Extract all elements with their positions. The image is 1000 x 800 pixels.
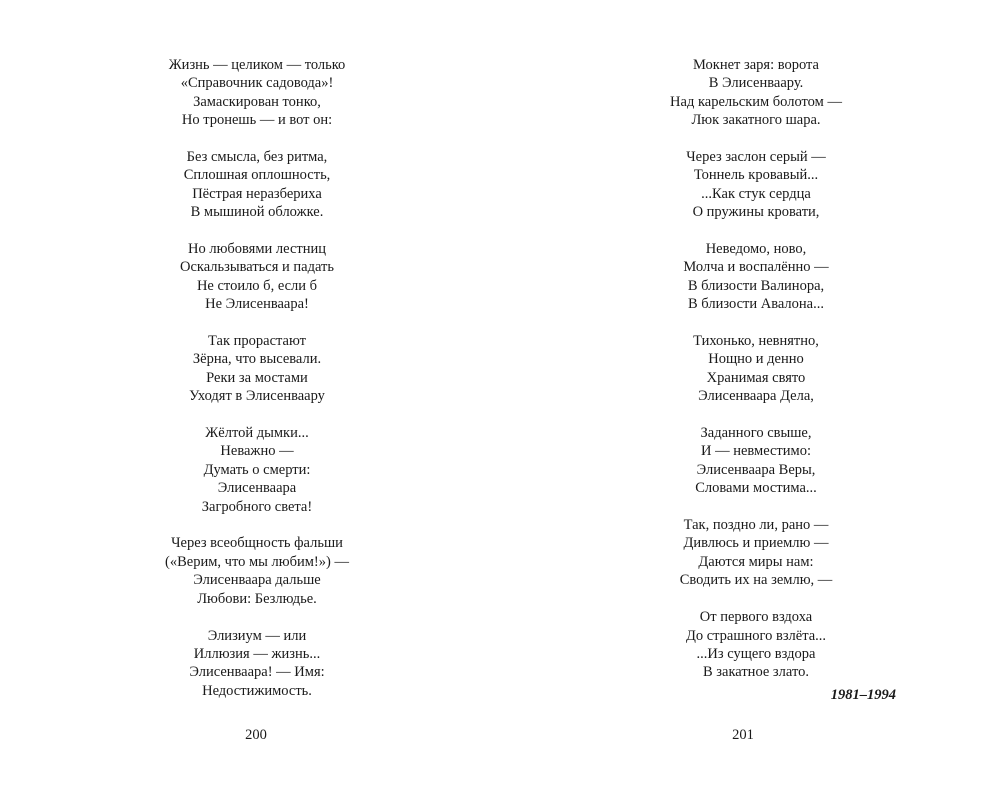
poem-line: Так прорастают	[208, 333, 306, 350]
poem-line: «Справочник садовода»!	[180, 75, 334, 92]
poem-line: Но тронешь — и вот он:	[181, 112, 333, 129]
poem-line: Так, поздно ли, рано —	[683, 517, 829, 534]
poem-line: Молча и воспалённо —	[683, 259, 829, 276]
poem-line: Пёстрая неразбериха	[192, 185, 322, 202]
poem-line: Зёрна, что высевали.	[192, 351, 322, 368]
poem-line: Сплошная оплошность,	[183, 167, 331, 184]
stanza	[616, 148, 896, 222]
poem-line: Жизнь — целиком — только	[168, 57, 346, 73]
poem-line: Элисенваара Веры,	[696, 461, 816, 478]
poem-line: Не стоило б, если б	[196, 277, 318, 294]
stanza	[117, 424, 397, 516]
poem-line: Реки за мостами	[206, 369, 308, 386]
poem-line: Замаскирован тонко,	[193, 93, 321, 110]
poem-line: Уходят в Элисенваару	[189, 388, 325, 405]
stanza	[117, 148, 397, 222]
poem-line: Тихонько, невнятно,	[693, 333, 819, 350]
stanza	[616, 332, 896, 406]
poem-line: Элисенваара! — Имя:	[189, 664, 325, 681]
stanza	[117, 534, 397, 608]
poem-line: Элисенваара	[217, 480, 297, 497]
poem-line: Над карельским болотом —	[670, 93, 842, 110]
poem-line: Нощно и денно	[708, 351, 804, 368]
poem-line: О пружины кровати,	[692, 204, 820, 221]
stanza	[117, 332, 397, 406]
poem-line: В Элисенваару.	[708, 75, 804, 92]
poem-line: Но любовями лестниц	[187, 241, 326, 258]
poem-line: Оскальзываться и падать	[180, 259, 334, 276]
poem-line: Через всеобщность фальши	[171, 535, 343, 552]
poem-line: Дивлюсь и приемлю —	[683, 535, 829, 552]
poem-line: ...Как стук сердца	[701, 185, 811, 202]
poem-line: Словами мостима...	[695, 480, 817, 497]
stanza	[117, 56, 397, 130]
poem-line: ...Из сущего вздора	[696, 645, 816, 662]
poem-line: Заданного свыше,	[700, 425, 812, 442]
poem-line: В закатное злато.	[703, 664, 809, 681]
poem-line: Мокнет заря: ворота	[693, 57, 819, 73]
poem-line: Через заслон серый —	[686, 149, 826, 166]
poem-line: Неведомо, ново,	[705, 241, 807, 258]
page-number-left: 200	[245, 727, 267, 743]
poem-line: Загробного света!	[201, 498, 313, 515]
poem-line: Жёлтой дымки...	[205, 425, 309, 442]
poem-line: («Верим, что мы любим!») —	[165, 553, 349, 570]
stanza	[117, 240, 397, 314]
poem-line: Думать о смерти:	[203, 461, 311, 478]
poem-date: 1981–1994	[830, 686, 896, 703]
poem-line: Тоннель кровавый...	[693, 167, 819, 184]
poem-line: Иллюзия — жизнь...	[193, 645, 321, 662]
poem-line: Люк закатного шара.	[691, 112, 821, 129]
stanza	[616, 240, 896, 314]
poem-line: Неважно —	[220, 443, 294, 460]
poem-line: Не Элисенваара!	[205, 296, 309, 313]
poem-line: До страшного взлёта...	[685, 627, 827, 644]
poem-line: Хранимая свято	[706, 369, 806, 386]
poem-line: От первого вздоха	[699, 609, 813, 626]
stanza	[616, 516, 896, 590]
stanza	[616, 424, 896, 498]
right-page	[616, 56, 896, 704]
poem-line: Без смысла, без ритма,	[186, 149, 328, 166]
poem-line: В мышиной обложке.	[190, 204, 324, 221]
poem-line: Элизиум — или	[207, 627, 307, 644]
page-number-right: 201	[732, 727, 754, 743]
poem-line: Элисенваара дальше	[193, 572, 321, 589]
left-page	[117, 56, 397, 719]
poem-line: В близости Авалона...	[688, 296, 824, 313]
stanza	[616, 608, 896, 682]
stanza	[616, 56, 896, 130]
poem-line: В близости Валинора,	[687, 277, 825, 294]
poem-line: И — невместимо:	[701, 443, 811, 460]
poem-line: Сводить их на землю, —	[679, 572, 833, 589]
stanza	[117, 627, 397, 701]
poem-line: Любови: Безлюдье.	[197, 590, 317, 607]
poem-line: Недостижимость.	[202, 682, 312, 699]
poem-line: Элисенваара Дела,	[698, 388, 814, 405]
poem-line: Даются миры нам:	[698, 553, 814, 570]
